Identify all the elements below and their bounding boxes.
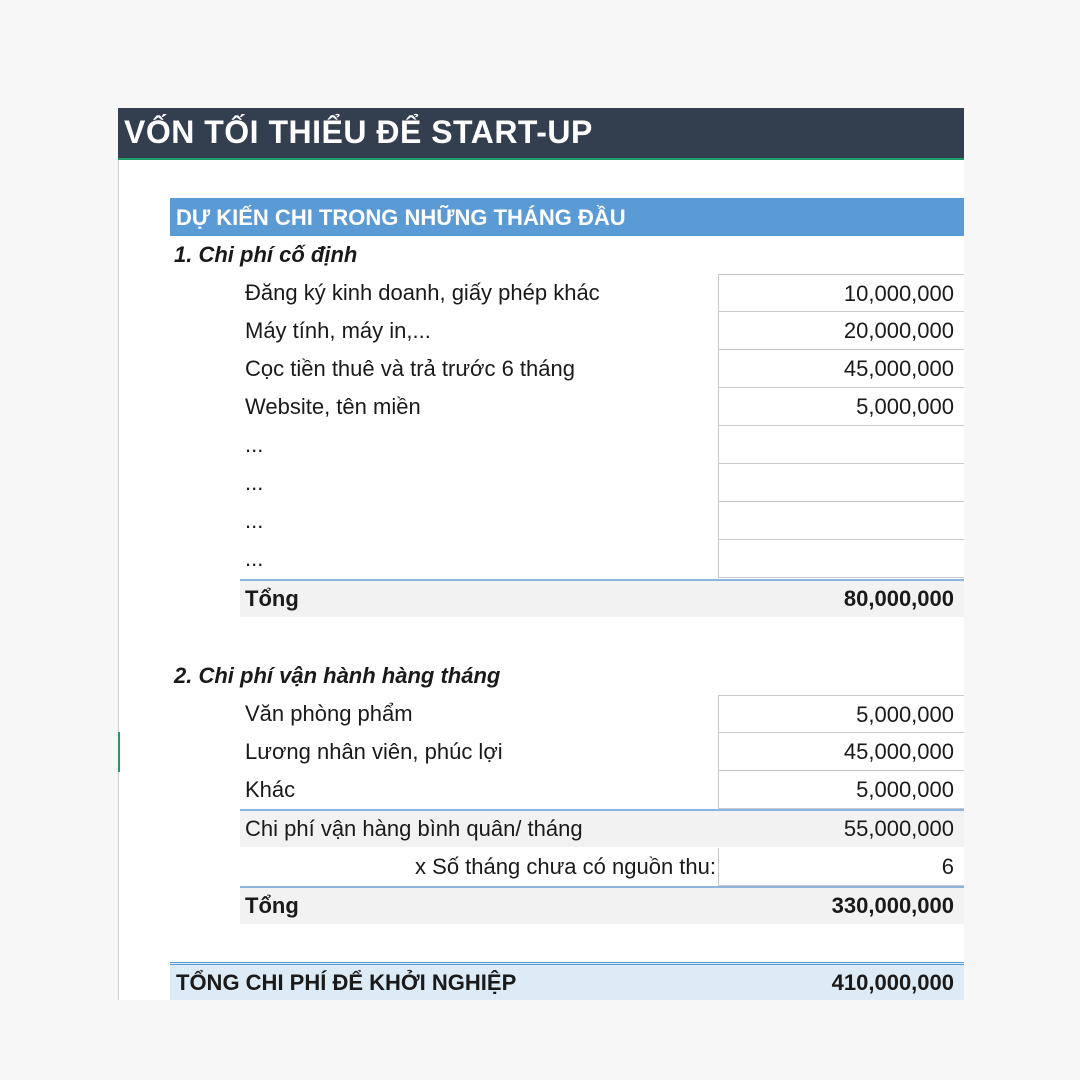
total-value: 330,000,000 [831,893,954,918]
total-label: Tổng [245,586,299,611]
table-row[interactable] [240,464,964,502]
value-cell[interactable] [718,540,964,578]
table-row[interactable] [240,502,964,540]
table-row[interactable] [240,771,964,809]
value-cell[interactable] [718,695,964,733]
value-cell[interactable] [718,464,964,502]
row-value: 45,000,000 [843,739,954,764]
section-header-text: DỰ KIẾN CHI TRONG NHỮNG THÁNG ĐẦU [176,205,626,230]
grand-total-value: 410,000,000 [831,970,954,995]
row-value: 20,000,000 [843,318,954,343]
table-row[interactable] [240,426,964,464]
row-value: 5,000,000 [856,394,954,419]
total-value: 80,000,000 [843,586,954,611]
table-row[interactable] [240,388,964,426]
value-cell[interactable] [718,312,964,350]
row-label: ... [245,546,264,571]
spreadsheet [118,108,964,1000]
section-header [170,198,964,236]
table-row[interactable] [240,695,964,733]
row-value: 10,000,000 [843,281,954,306]
fixed-costs-title: 1. Chi phí cố định [174,242,358,267]
table-row[interactable] [240,274,964,312]
row-label: ... [245,432,264,457]
months-row[interactable] [240,848,964,886]
value-cell[interactable] [718,771,964,809]
grand-total-label: TỔNG CHI PHÍ ĐỂ KHỞI NGHIỆP [176,970,517,995]
row-label: Khác [245,777,296,802]
table-row[interactable] [240,350,964,388]
row-value: 5,000,000 [856,777,954,802]
value-cell[interactable] [718,274,964,312]
sheet-left-border [118,160,119,1000]
row-value: 45,000,000 [843,356,954,381]
table-row[interactable] [240,540,964,578]
months-label: x Số tháng chưa có nguồn thu: [415,854,716,879]
value-cell[interactable] [718,733,964,771]
operating-costs-title: 2. Chi phí vận hành hàng tháng [174,663,501,688]
row-label: ... [245,470,264,495]
months-input-cell[interactable] [718,848,964,886]
table-row[interactable] [240,733,964,771]
average-value: 55,000,000 [843,816,954,841]
months-value: 6 [941,854,954,879]
row-label: Website, tên miền [245,394,421,419]
value-cell[interactable] [718,502,964,540]
average-cost-row[interactable] [240,809,964,847]
row-value: 5,000,000 [856,702,954,727]
row-label: Máy tính, máy in,... [245,318,431,343]
value-cell[interactable] [718,388,964,426]
row-label: ... [245,508,264,533]
operating-costs-total-row[interactable] [240,886,964,924]
average-label: Chi phí vận hàng bình quân/ tháng [245,816,583,841]
total-label: Tổng [245,893,299,918]
row-label: Cọc tiền thuê và trả trước 6 tháng [245,356,575,381]
row-selection-marker [118,732,120,772]
row-label: Đăng ký kinh doanh, giấy phép khác [245,280,600,305]
grand-total-row[interactable] [170,962,964,1000]
value-cell[interactable] [718,426,964,464]
row-label: Văn phòng phẩm [245,701,413,726]
title-bar [118,108,964,160]
row-label: Lương nhân viên, phúc lợi [245,739,503,764]
page-title: VỐN TỐI THIỂU ĐỂ START-UP [124,114,593,150]
value-cell[interactable] [718,350,964,388]
table-row[interactable] [240,312,964,350]
fixed-costs-total-row[interactable] [240,579,964,617]
